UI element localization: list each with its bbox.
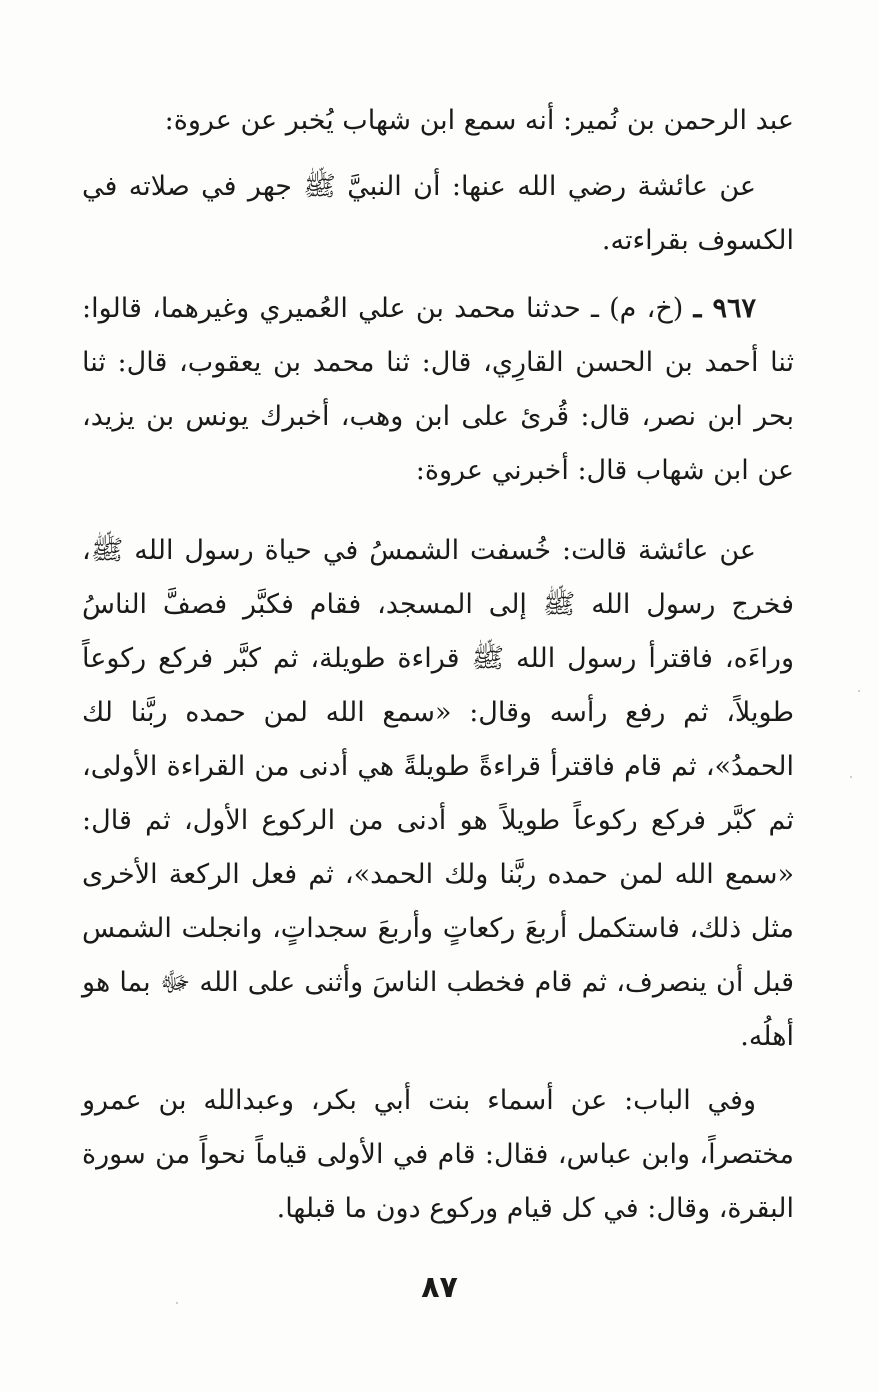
paragraph-2-text: عن عائشة رضي الله عنها: أن النبيَّ ﷺ جهر في صلاته في الكسوف بقراءته. <box>82 171 794 256</box>
paragraph-2 <box>82 160 794 268</box>
scan-speck <box>176 1302 178 1304</box>
hadith-number: ٩٦٧ ـ <box>693 293 756 324</box>
paragraph-3 <box>82 282 794 498</box>
paragraph-3-text: (خ، م) ـ حدثنا محمد بن علي العُميري وغيرهما، قالوا: ثنا أحمد بن الحسن القارِي، قال: ثنا محمد بن يعقوب، قال: ثنا بحر ابن نصر، قال: قُرئ على ابن وهب، أخبرك يونس بن يزيد، عن ابن شهاب قال: أخبرني عروة: <box>82 293 794 486</box>
paragraph-4-text: عن عائشة قالت: خُسفت الشمسُ في حياة رسول الله ﷺ، فخرج رسول الله ﷺ إلى المسجد، فقام فكبَّر فصفَّ الناسُ وراءَه، فاقترأ رسول الله ﷺ قراءة طويلة، ثم كبَّر فركع ركوعاً طويلاً، ثم رفع رأسه وقال: «سمع الله لمن حمده ربَّنا لك الحمدُ»، ثم قام فاقترأ قراءةً طويلةً هي أدنى من القراءة الأولى، ثم كبَّر فركع ركوعاً طويلاً هو أدنى من الركوع الأول، ثم قال: «سمع الله لمن حمده ربَّنا ولك الحمد»، ثم فعل الركعة الأخرى مثل ذلك، فاستكمل أربعَ ركعاتٍ وأربعَ سجداتٍ، وانجلت الشمس قبل أن ينصرف، ثم قام فخطب الناسَ وأثنى على الله ﷻ بما هو أهلُه. <box>82 535 794 1052</box>
scan-speck <box>850 776 852 778</box>
paragraph-1 <box>82 94 794 148</box>
chapter-note <box>82 1074 794 1236</box>
page-number: ٨٧ <box>421 1270 458 1305</box>
hadith-967-isnad <box>82 282 794 498</box>
hadith-967-matn <box>82 524 794 1064</box>
paragraph-5-text: وفي الباب: عن أسماء بنت أبي بكر، وعبدالله بن عمرو مختصراً، وابن عباس، فقال: قام في الأولى قياماً نحواً من سورة البقرة، وقال: في كل قيام وركوع دون ما قبلها. <box>82 1085 794 1224</box>
scan-speck <box>858 690 860 692</box>
paragraph-1-text: عبد الرحمن بن نُمير: أنه سمع ابن شهاب يُخبر عن عروة: <box>164 105 794 136</box>
